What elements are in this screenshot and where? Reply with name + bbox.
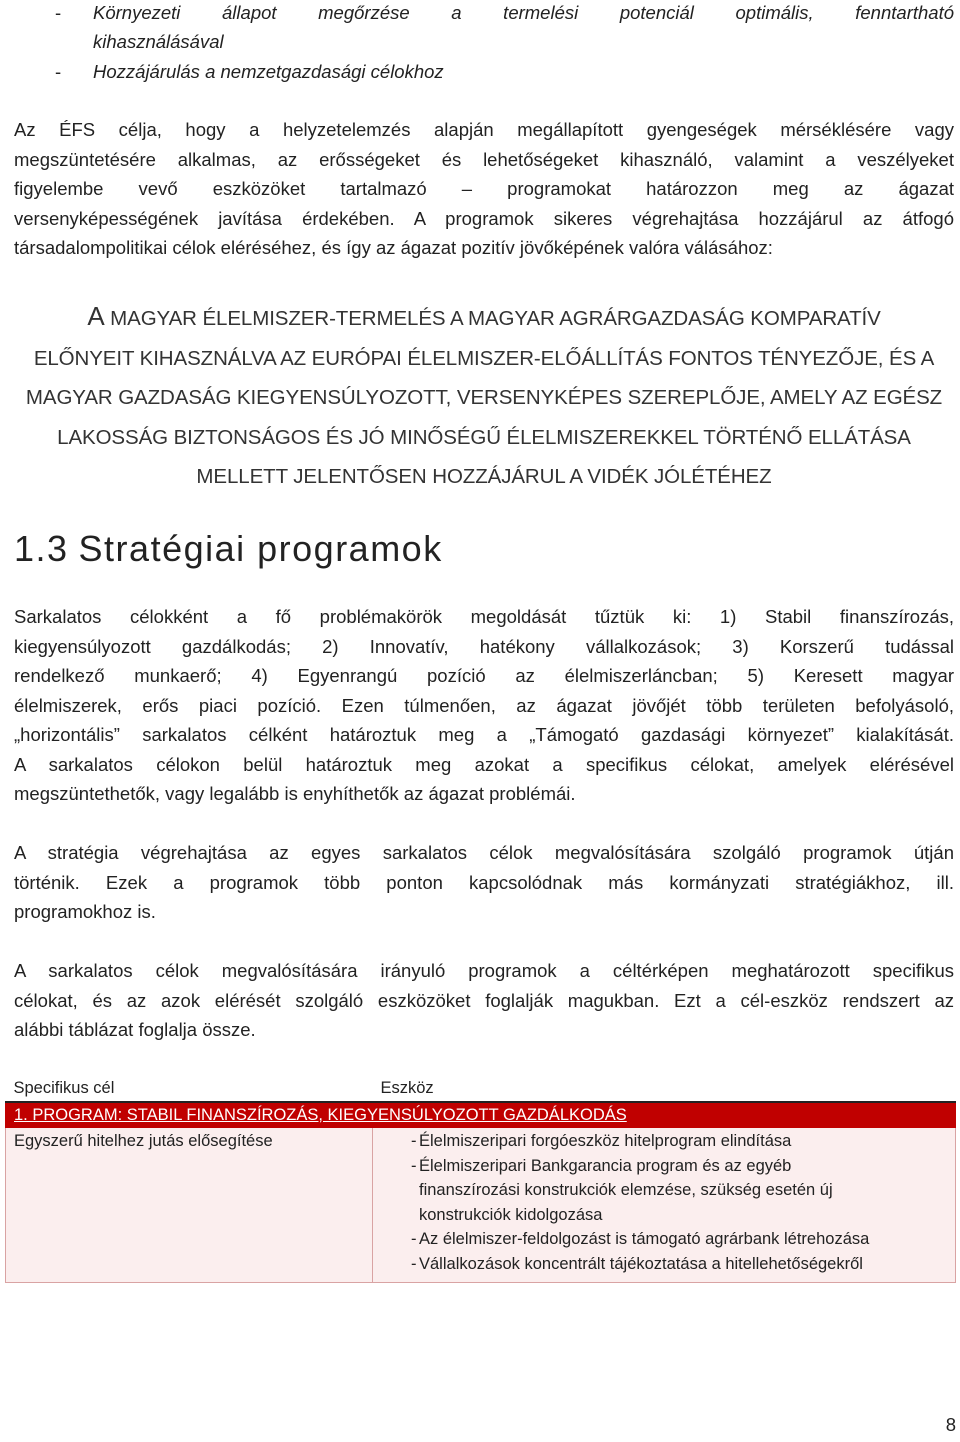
paragraph-line: élelmiszerek, erős piaci pozíció. Ezen túlmenően, az ágazat jövőjét több területen befolyásoló, [14, 694, 954, 716]
tool-list [381, 1129, 947, 1276]
paragraph-line: kiegyensúlyozott gazdálkodás; 2) Innovatív, hatékony vállalkozások; 3) Korszerű tudással [14, 635, 954, 657]
paragraph-line: alábbi táblázat foglalja össze. [14, 1019, 256, 1040]
tool-dash: - [411, 1156, 417, 1175]
bullet-dash: - [55, 61, 62, 82]
table-header-goal: Specifikus cél [6, 1074, 373, 1102]
paragraph-line: „horizontális” sarkalatos célként határoztuk meg a „Támogató gazdasági környezet” kialakítását. [14, 724, 954, 745]
tool-dash: - [411, 1132, 417, 1150]
paragraph-goals [14, 602, 954, 809]
vision-statement [14, 297, 954, 497]
intro-paragraph [14, 115, 954, 263]
vision-line: LAKOSSÁG BIZTONSÁGOS ÉS JÓ MINŐSÉGŰ ÉLELMISZEREKKEL TÖRTÉNŐ ELLÁTÁSA [57, 425, 911, 449]
tool-text: Vállalkozások koncentrált tájékoztatása a hitellehetőségekről [419, 1254, 863, 1273]
section-heading [14, 523, 443, 575]
table-header-row [6, 1074, 956, 1102]
program-title: 1. PROGRAM: STABIL FINANSZÍROZÁS, KIEGYENSÚLYOZOTT GAZDÁLKODÁS [6, 1102, 956, 1128]
paragraph-line: megszüntethetők, vagy legalább is enyhíthetők az ágazat problémái. [14, 783, 576, 804]
bullet-item [14, 0, 954, 56]
paragraph-line: A sarkalatos célokon belül határoztuk meg azokat a specifikus célokat, amelyek elérésével [14, 753, 954, 775]
vision-line: MAGYAR GAZDASÁG KIEGYENSÚLYOZOTT, VERSENYKÉPES SZEREPLŐJE, AMELY AZ EGÉSZ [25, 386, 943, 409]
paragraph-line: A stratégia végrehajtása az egyes sarkalatos célok megvalósítására szolgáló programok útján [14, 842, 954, 863]
paragraph-table-intro [14, 956, 954, 1045]
paragraph-line: A sarkalatos célok megvalósítására irányuló programok a céltérképen meghatározott specifikus [14, 960, 954, 981]
paragraph-line: történik. Ezek a programok több ponton kapcsolódnak más kormányzati stratégiákhoz, ill. [14, 871, 954, 893]
paragraph-implementation [14, 838, 954, 927]
tool-dash: - [411, 1254, 417, 1273]
paragraph-line: figyelembe vevő eszközöket tartalmazó – programokat határozzon meg az ágazat [14, 178, 954, 199]
vision-initial: A [87, 301, 105, 331]
vision-line: A MAGYAR ÉLELMISZER-TERMELÉS A MAGYAR AGRÁRGAZDASÁG KOMPARATÍV [87, 301, 881, 331]
paragraph-line: programokhoz is. [14, 901, 156, 922]
paragraph-line: Az ÉFS célja, hogy a helyzetelemzés alapján megállapított gyengeségek mérséklésére vagy [14, 119, 954, 140]
tool-text: Élelmiszeripari Bankgarancia program és az egyéb finanszírozási konstrukciók elemzése, szükség esetén új konstrukciók kidolgozása [419, 1156, 833, 1224]
table-header-tool: Eszköz [373, 1074, 956, 1102]
program-row [6, 1102, 956, 1128]
list-item [381, 1252, 947, 1277]
paragraph-line: versenyképességének javítása érdekében. A programok sikeres végrehajtása hozzájárul az átfogó [14, 207, 954, 229]
bullet-line: Környezeti állapot megőrzése a termelési potenciál optimális, fenntartható [93, 2, 954, 23]
paragraph-line: Sarkalatos célokként a fő problémakörök megoldását tűztük ki: 1) Stabil finanszírozás, [14, 606, 954, 627]
goal-tool-table [5, 1074, 956, 1283]
paragraph-line: megszüntetésére alkalmas, az erősségeket és lehetőségeket kihasználó, valamint a veszélyeket [14, 148, 954, 170]
table-row [6, 1128, 956, 1283]
page-number: 8 [945, 1414, 956, 1435]
vision-line: ELŐNYEIT KIHASZNÁLVA AZ EURÓPAI ÉLELMISZER-ELŐÁLLÍTÁS FONTOS TÉNYEZŐJE, ÉS A [33, 346, 935, 370]
paragraph-line: társadalompolitikai célok eléréséhez, és így az ágazat pozitív jövőképének valóra válásához: [14, 237, 773, 258]
section-title: Stratégiai programok [78, 528, 443, 569]
tool-dash: - [411, 1230, 417, 1248]
bullet-item [14, 57, 444, 86]
list-item [381, 1154, 947, 1228]
list-item [381, 1227, 947, 1252]
bullet-line: Hozzájárulás a nemzetgazdasági célokhoz [93, 61, 444, 82]
table-cell-tools [373, 1128, 956, 1283]
paragraph-line: rendelkező munkaerő; 4) Egyenrangú pozíció az élelmiszerláncban; 5) Keresett magyar [14, 665, 954, 686]
section-number: 1.3 [14, 528, 69, 569]
tool-text: Élelmiszeripari forgóeszköz hitelprogram elindítása [419, 1132, 792, 1150]
tool-text: Az élelmiszer-feldolgozást is támogató agrárbank létrehozása [419, 1230, 870, 1248]
table-cell-goal: Egyszerű hitelhez jutás elősegítése [6, 1128, 373, 1283]
vision-line: MELLETT JELENTŐSEN HOZZÁJÁRUL A VIDÉK JÓLÉTÉHEZ [196, 465, 772, 488]
bullet-line: kihasználásával [93, 31, 224, 52]
bullet-dash: - [55, 2, 62, 23]
list-item [381, 1129, 947, 1154]
paragraph-line: célokat, és az azok elérését szolgáló eszközöket foglalják magukban. Ezt a cél-eszköz rendszert az [14, 989, 954, 1011]
